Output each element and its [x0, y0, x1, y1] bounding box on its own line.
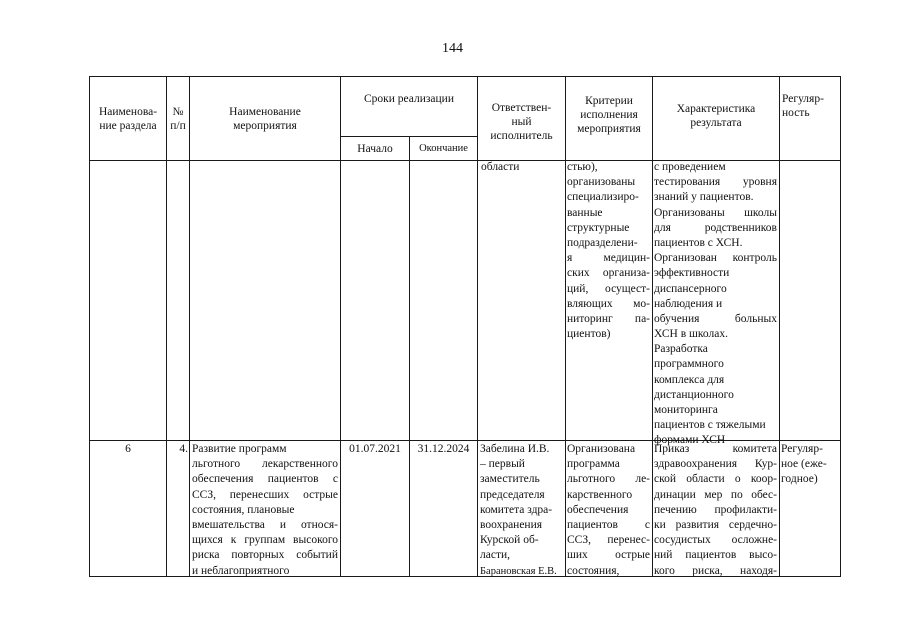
header-start: Начало: [357, 142, 393, 155]
cell-line: Развитие программ: [192, 443, 287, 455]
cell-line: ное (еже-: [781, 458, 827, 471]
cell-line: дистанционного: [654, 388, 734, 401]
cont-responsible-cell: [481, 160, 563, 175]
cell-line: ССЗ, перенес-: [567, 534, 650, 547]
cell-line: динации мер по обес-: [654, 488, 777, 501]
header-regularity: Регуляр- ность: [782, 93, 824, 119]
cell-line: Приказ комитета: [654, 443, 777, 455]
cell-line: стью),: [567, 161, 598, 173]
cell-line: ки развития сердечно-: [654, 518, 777, 531]
cell-line: льготного ле-: [567, 473, 650, 486]
cell-line: обеспечения пациентов с: [192, 473, 338, 486]
cell-line: ской области о коор-: [654, 473, 777, 486]
cell-line: я медицин-: [567, 252, 650, 265]
cell-line: Забелина И.В.: [480, 443, 550, 455]
cell-line: воохранения: [480, 518, 543, 531]
header-result: Характеристика результата: [676, 103, 756, 129]
cell-line: состояния, плановые: [192, 503, 295, 516]
cell-line: мониторинга: [654, 404, 718, 416]
cell-line: состояния,: [567, 564, 620, 577]
cell-line: Организован контроль: [654, 252, 777, 265]
cell-line: заместитель: [480, 473, 540, 486]
cell-line: для родственников: [654, 221, 777, 234]
cell-line: ших острые: [567, 549, 650, 562]
cell-line: Организованы школы: [654, 206, 777, 219]
header-number: № п/п: [170, 105, 186, 132]
cell-line: программа: [567, 458, 620, 471]
cell-line: с проведением: [654, 161, 726, 173]
cell-line: комплекса для: [654, 373, 725, 386]
cell-line: программного: [654, 358, 724, 371]
cell-line: здравоохранения Кур-: [654, 458, 777, 471]
cell-line: области: [481, 161, 520, 173]
cell-line: пациентов с тяжелыми: [654, 419, 766, 432]
header-criteria: Критерии исполнения мероприятия: [577, 95, 641, 135]
cell-line: ний пациентов высо-: [654, 549, 777, 562]
cell-line: эффективности: [654, 267, 730, 280]
row-responsible-cell: [480, 442, 564, 579]
cell-line: Регуляр-: [781, 443, 823, 455]
cont-result-cell: [654, 160, 777, 449]
cell-line: комитета здра-: [480, 503, 553, 516]
cell-line: пациентов с: [567, 518, 650, 531]
header-responsible: Ответствен- ный исполнитель: [490, 102, 553, 142]
cell-line: диспансерного: [654, 282, 727, 295]
cell-line: Организована: [567, 443, 636, 455]
cell-line: сосудистых осложне-: [654, 534, 777, 547]
cell-line: Разработка: [654, 343, 708, 356]
cell-line: Курской об-: [480, 534, 539, 547]
cell-line: ций, осущест-: [567, 282, 650, 295]
row-criteria-cell: [567, 442, 650, 579]
cell-line: годное): [781, 473, 818, 486]
cell-line: льготного лекарственного: [192, 458, 338, 471]
cell-line: ванные: [567, 206, 603, 219]
row-end-date: 31.12.2024: [417, 443, 470, 455]
cell-line: риска повторных событий: [192, 549, 338, 562]
cell-line: щихся к группам высокого: [192, 534, 338, 547]
row-item-number: 4.: [179, 443, 188, 455]
header-terms: Сроки реализации: [364, 93, 454, 105]
page-number: 144: [442, 41, 463, 56]
cell-line: – первый: [480, 458, 525, 471]
header-event-name: Наименование мероприятия: [229, 105, 301, 132]
row-regularity-cell: [781, 442, 839, 488]
row-start-date: 01.07.2021: [349, 443, 401, 455]
cell-line: специализиро-: [567, 191, 639, 204]
cont-criteria-cell: [567, 160, 650, 342]
cell-line: подразделени-: [567, 236, 638, 249]
cell-line: председателя: [480, 488, 545, 501]
cell-line: организованы: [567, 176, 636, 189]
cell-line: пациентов с ХСН.: [654, 236, 743, 249]
cell-line: наблюдения и: [654, 297, 723, 310]
cell-line: ХСН в школах.: [654, 328, 728, 341]
cell-line: Барановская Е.В.: [480, 565, 557, 577]
cell-line: и неблагоприятного: [192, 564, 290, 577]
cell-line: ласти,: [480, 549, 511, 562]
row-result-cell: [654, 442, 777, 579]
cell-line: циентов): [567, 328, 611, 341]
cell-line: тестирования уровня: [654, 176, 777, 189]
cell-line: знаний у пациентов.: [654, 191, 754, 204]
header-end: Окончание: [419, 142, 468, 154]
cell-line: обеспечения: [567, 503, 629, 516]
cell-line: вмешательства и относя-: [192, 518, 338, 531]
row-section-number: 6: [125, 443, 131, 455]
cell-line: ниторинг па-: [567, 312, 650, 325]
cell-line: печению профилакти-: [654, 503, 777, 516]
cell-line: карственного: [567, 488, 633, 501]
cell-line: кого риска, находя-: [654, 564, 777, 577]
cell-line: обучения больных: [654, 312, 777, 325]
cell-line: ских организа-: [567, 267, 650, 280]
cell-line: формами ХСН: [654, 434, 726, 447]
cell-line: ССЗ, перенесших острые: [192, 488, 338, 501]
row-event-name-cell: [192, 442, 338, 579]
header-section-name: Наименова- ние раздела: [98, 105, 158, 132]
cell-line: вляющих мо-: [567, 297, 650, 310]
cell-line: структурные: [567, 221, 630, 234]
